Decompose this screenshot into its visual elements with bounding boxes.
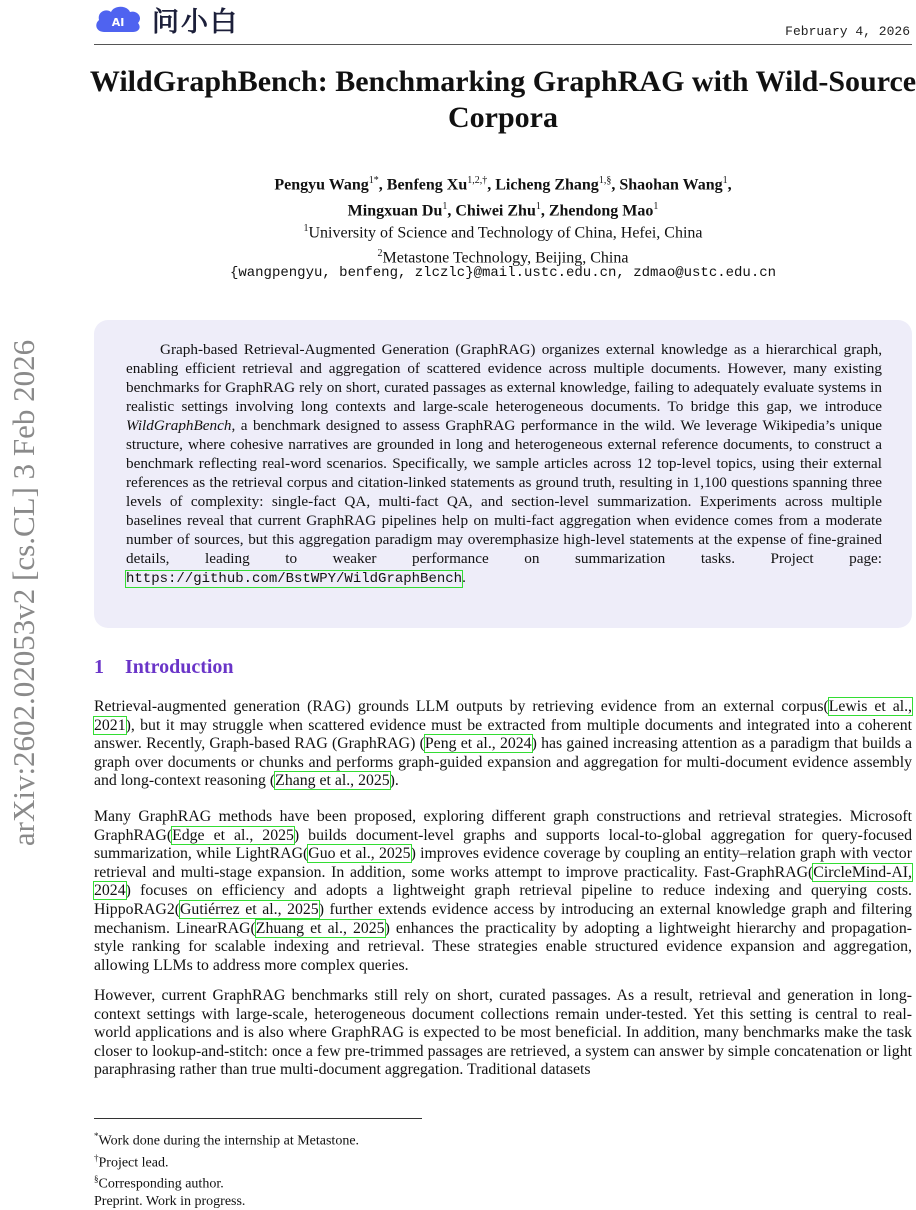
- svg-text:AI: AI: [111, 16, 125, 29]
- citation-link[interactable]: Peng et al., 2024: [424, 735, 532, 753]
- paragraph: However, current GraphRAG benchmarks still rely on short, curated passages. As a result, retrieval and generation in long-context settings with large-scale, heterogeneous document collections remain under-tested. Yet this setting is central to real-world applications and is also where GraphRAG is expected to be most beneficial. In addition, many benchmarks make the task closer to lookup-and-stitch: once a few pre-trimmed passages are retrieved, a system can answer by simple concatenation or light paraphrasing rather than true multi-document aggregation. Traditional datasets: [94, 987, 912, 1079]
- author: Pengyu Wang: [274, 176, 369, 194]
- author: Benfeng Xu: [386, 176, 468, 194]
- arxiv-identifier: arXiv:2602.02053v2 [cs.CL] 3 Feb 2026: [6, 339, 41, 846]
- citation-link[interactable]: Guo et al., 2025: [308, 845, 411, 863]
- citation-link[interactable]: Gutiérrez et al., 2025: [180, 900, 319, 918]
- citation-link[interactable]: CircleMind-AI, 2024: [94, 863, 912, 900]
- affiliation: $^2$Metastone Technology, Beijing, China: [377, 248, 629, 267]
- header-date: February 4, 2026: [785, 24, 910, 39]
- author: Mingxuan Du: [347, 202, 443, 220]
- abstract-text: Graph-based Retrieval-Augmented Generation (GraphRAG) organizes external knowledge as a hierarchical graph, enabling efficient retrieval and aggregation of scattered evidence across multiple documents. However, many existing benchmarks for GraphRAG rely on short, curated passages as external knowledge, failing to adequately evaluate systems in realistic settings involving long contexts and large-scale heterogeneous documents. To bridge this gap, we introduce WildGraphBench, a benchmark designed to assess GraphRAG performance in the wild. We leverage Wikipedia’s unique structure, where cohesive narratives are grounded in long and heterogeneous external reference documents, to construct a benchmark reflecting real-word scenarios. Specifically, we sample articles across 12 top-level topics, using their external references as the retrieval corpus and citation-linked statements as ground truth, resulting in 1,100 questions spanning three levels of complexity: single-fact QA, multi-fact QA, and section-level summarization. Experiments across multiple baselines reveal that current GraphRAG pipelines help on multi-fact aggregation when evidence comes from a moderate number of sources, but this aggregation paradigm may overemphasize high-level statements at the expense of fine-grained details, leading to weaker performance on summarization tasks. Project page: https://github.com/BstWPY/WildGraphBench.: [126, 341, 882, 587]
- author-sup: 1: [442, 201, 448, 213]
- footnotes: [94, 1128, 694, 1210]
- section-number: 1: [94, 656, 104, 678]
- footnote: §Corresponding author.: [94, 1174, 224, 1192]
- footnote: Preprint. Work in progress.: [94, 1193, 246, 1209]
- citation-link[interactable]: Zhuang et al., 2025: [255, 919, 385, 937]
- author: Zhendong Mao: [548, 202, 654, 220]
- cloud-ai-icon: [94, 4, 142, 34]
- footnote: †Project lead.: [94, 1152, 169, 1171]
- author-line-1: Pengyu Wang$^{1*}$, Benfeng $Xu^{1,2,\dagger}$, Licheng Zhang$^{1,\S}$, Shaohan Wang$^1$,: [274, 175, 732, 194]
- citation-link[interactable]: Zhang et al., 2025: [275, 772, 390, 790]
- author: Licheng Zhang: [495, 176, 599, 194]
- app-logo: [94, 2, 239, 36]
- benchmark-name: WildGraphBench: [126, 417, 232, 434]
- author-sup: 1,§: [598, 175, 612, 186]
- paragraph: Many GraphRAG methods have been proposed, exploring different graph constructions and retrieval strategies. Microsoft GraphRAG(Edge et al., 2025) builds document-level graphs and supports local-to-global aggregation for query-focused summarization, while LightRAG(Guo et al., 2025) improves evidence coverage by coupling an entity–relation graph with vector retrieval and multi-stage expansion. In addition, some works attempt to improve practicality. Fast-GraphRAG(CircleMind-AI, 2024) focuses on efficiency and adopts a lightweight graph retrieval pipeline to reduce indexing and querying costs. HippoRAG2(Gutiérrez et al., 2025) further extends evidence access by introducing an external knowledge graph and filtering mechanism. LinearRAG(Zhuang et al., 2025) enhances the practicality by adopting a lightweight hierarchy and propagation-style ranking for scalable indexing and retrieval. These strategies enable structured evidence expansion and aggregation, allowing LLMs to address more complex queries.: [94, 808, 913, 974]
- section-heading: [94, 656, 234, 679]
- author: Chiwei Zhu: [455, 202, 536, 220]
- arxiv-sidebar-stamp: [0, 300, 48, 885]
- paragraph: Retrieval-augmented generation (RAG) grounds LLM outputs by retrieving evidence from an external corpus(Lewis et al., 2021), but it may struggle when scattered evidence must be extracted from multiple documents and integrated into a coherent answer. Recently, Graph-based RAG (GraphRAG) (Peng et al., 2024) has gained increasing attention as a paradigm that builds a graph over documents or chunks and performs graph-guided expansion and aggregation for multi-document evidence assembly and long-context reasoning (Zhang et al., 2025).: [94, 698, 912, 790]
- author-sup: 1: [653, 201, 659, 213]
- author-emails: {wangpengyu, benfeng, zlczlc}@mail.ustc.edu.cn, zdmao@ustc.edu.cn: [229, 265, 777, 281]
- footnote: *Work done during the internship at Metastone.: [94, 1131, 360, 1149]
- citation-link[interactable]: Lewis et al., 2021: [94, 698, 912, 734]
- author: Shaohan Wang: [619, 176, 723, 194]
- affiliations: [94, 218, 912, 269]
- project-url-link[interactable]: https://github.com/BstWPY/WildGraphBench: [126, 571, 463, 587]
- author-sup: 1: [722, 175, 728, 186]
- section-title: Introduction: [125, 656, 234, 678]
- author-list: [94, 170, 912, 223]
- header-divider: [94, 44, 912, 45]
- author-sup: 1*: [368, 175, 379, 186]
- author-sup: 1,2,†: [467, 175, 488, 186]
- logo-text: 问小白: [152, 6, 239, 38]
- author-sup: 1: [535, 201, 541, 213]
- paper-title: WildGraphBench: Benchmarking GraphRAG with Wild-Source Corpora: [89, 65, 916, 134]
- footnote-divider: [94, 1118, 422, 1119]
- affiliation: $^1$University of Science and Technology of China, Hefei, China: [303, 223, 703, 242]
- author-line-2: Mingxuan Du$^1$, Chiwei Zhu$^1$, Zhendong Mao$^1$: [347, 201, 659, 220]
- citation-link[interactable]: Edge et al., 2025: [172, 826, 294, 844]
